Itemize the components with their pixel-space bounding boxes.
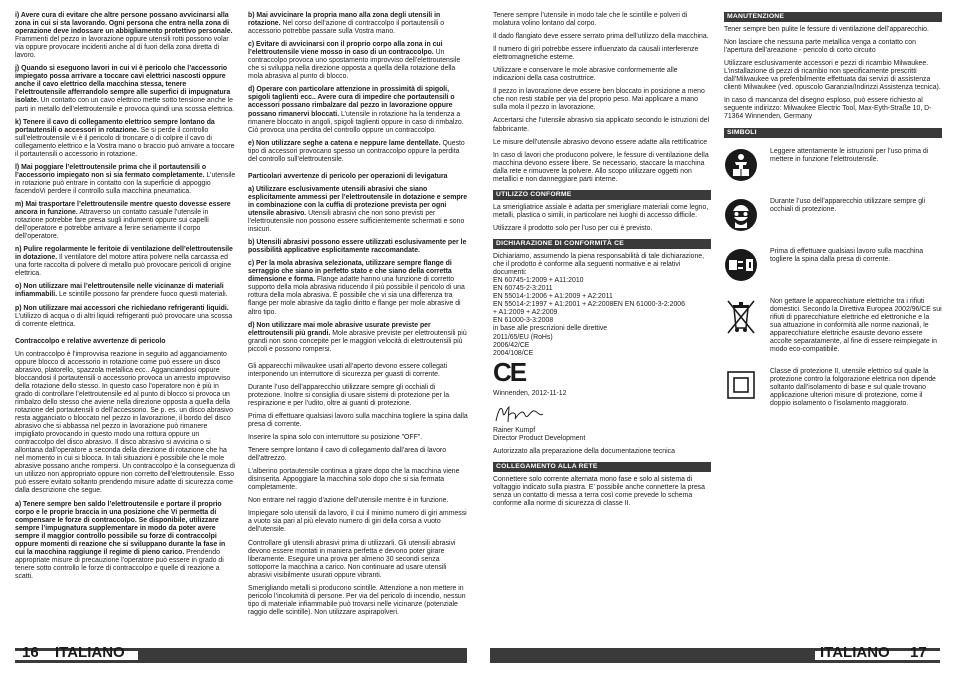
paragraph-body: L’utilizzo di acqua o di altri liquidi refrigeranti può provocare una scossa di corrente elettrica.	[15, 312, 233, 328]
paragraph-body: Prima di effettuare qualsiasi lavoro sulla macchina togliere la spina dalla presa di corrente.	[248, 412, 468, 429]
place-date: Winnenden, 2012-11-12	[493, 389, 567, 397]
paragraph	[248, 322, 468, 354]
paragraph: EN 55014-1:2006 + A1:2009 + A2:2011	[493, 293, 613, 301]
paragraph: Le misure dell’utensile abrasivo devono essere adatte alla rettificatrice	[493, 138, 708, 146]
paragraph-body: Un contraccolpo è l’improvvisa reazione in seguito ad agganciamento oppure blocco di accessorio in rotazione come può essere un disco abrasivo, platorello, spazzola metallica ecc.. Agganciandosi oppure bloccandosi il portautensili o accessorio provoca un arresto improvviso della rotazione dello stesso. In questo caso l’operatore non è più in grado di controllare l’elettroutensile ed al punto di blocco si provoca un rimbalzo dello stesso che aviene nella direzione opposta a quella della rotazione del portautensili o dell’accessorio. Se p. es. un disco abrasivo resta agganciato o bloccato nel pezzo in lavorazione, il bordo del disco abrasivo che si abbassa nel pezzo in lavorazione può rimanere impigliato provocando in questo modo una rottura oppure un contraccolpo del disco abrasivo. Il disco abrasivo si avvicina o si allontana dall’operatore a seconda della direzione di rotazione che ha nel momento in cui si blocca. In tali situazioni è possibile che le mole abrasive possano anche rompersi. Un contraccolpo è la conseguenza di un utilizzo non appropriato oppure non corretto dell’elettroutensile. Esso può essere evitato soltanto prendendo misure adatte di sicurezza come dalla descrizione che segue.	[15, 350, 236, 495]
paragraph	[248, 239, 468, 255]
safety-goggles-icon	[724, 198, 758, 232]
language-label-right: ITALIANO	[820, 644, 890, 661]
paragraph	[15, 501, 237, 581]
paragraph: Accertarsi che l’utensile abrasivo sia applicato secondo le istruzioni del fabbricante.	[493, 117, 710, 133]
paragraph-body: Nel corso dell’azione di contraccolpo il portautensili o accessorio potrebbe passare sulla Vostra mano.	[248, 20, 445, 36]
paragraph	[15, 338, 237, 346]
paragraph-lead: n) Pulire regolarmente le feritoie di ventilazione dell’elettroutensile in dotazione.	[15, 246, 233, 262]
paragraph-body: Mole abrasive previste per elettroutensili più grandi non sono concepite per le maggiori velocità di elettroutensili più piccoli e possono rompersi.	[248, 329, 467, 353]
right-column-1	[493, 12, 711, 513]
symbols-heading: SIMBOLI	[724, 128, 942, 138]
symbol-row	[724, 298, 942, 354]
paragraph: 2004/108/CE	[493, 349, 534, 357]
paragraph	[248, 41, 468, 81]
paragraph: Tenere sempre l’utensile in modo tale che le scintille e polveri di molatura volino lontano dal corpo.	[493, 12, 688, 28]
paragraph-body: Controllare gli utensili abrasivi prima di utilizzarli. Gli utensili abrasivi devono essere montati in maniera perfetta e devono poter girare liberamente. Eseguire una prova per almeno 30 secondi senza sottoporre la macchina a carico. Non continuare ad usare utensili abrasivi visibilmente usurati oppure vibranti.	[248, 539, 456, 579]
paragraph-lead: d) Operare con particolare attenzione in prossimità di spigoli, spigoli taglienti ecc.. Avere cura di impedire che portautensili o accessori possano rimbalzare dal pezzo in lavorazione oppure possano rimanervi bloccati.	[248, 86, 455, 118]
paragraph	[248, 497, 468, 505]
usage-section	[493, 204, 711, 233]
paragraph	[248, 384, 468, 408]
paragraph	[15, 283, 237, 299]
authorized-text: Autorizzato alla preparazione della documentazione tecnica	[493, 447, 675, 455]
paragraph-body: Tenere sempre lontano il cavo di collegamento dall’area di lavoro dell’attrezzo.	[248, 447, 447, 463]
paragraph	[248, 585, 468, 617]
paragraph-lead: b) Mai avvicinare la propria mano alla zona degli utensili in rotazione.	[248, 12, 441, 28]
language-label-left: ITALIANO	[55, 644, 125, 661]
symbol-text: Non gettare le apparecchiature elettriche tra i rifiuti domestici. Secondo la Direttiva Europea 2002/96/CE sui rifiuti di pparecchiature elettriche ed elettroniche e la sua attuazione in conformità alle norme nazionali, le apparecchiature elettriche esauste devono essere accolte separatamente, al fine di essere reimpiegate in modo eco-compatibile.	[770, 297, 942, 353]
paragraph-lead: k) Tenere il cavo di collegamento elettrico sempre lontano da portautensili o accessori in rotazione.	[15, 118, 215, 134]
paragraph: Il pezzo in lavorazione deve essere ben bloccato in posizione a meno che non resti stabile per via del proprio peso. Mai applicare a mano sulla mola il pezzo in lavorazione.	[493, 88, 705, 112]
signer-name: Rainer Kumpf	[493, 426, 536, 434]
paragraph: + A1:2009 + A2:2009	[493, 309, 558, 317]
page-number-right: 17	[910, 644, 927, 661]
paragraph: EN 55014-2:1997 + A1:2001 + A2:2008EN EN 61000-3-2:2006	[493, 301, 685, 309]
paragraph-lead: Contraccolpo e relative avvertenze di pericolo	[15, 337, 166, 345]
paragraph-lead: c) Evitare di avvicinarsi con il proprio corpo alla zona in cui l’elettroutensile viene mosso in caso di un contraccolpo.	[248, 41, 443, 57]
paragraph	[248, 363, 468, 379]
class-ii-icon	[724, 368, 758, 402]
paragraph: Utilizzare esclusivamente accessori e pezzi di ricambio Milwaukee. L’installazione di pezzi di ricambio non specificamente prescritti dall’Milwaukee va preferibilmente effettuata dai servizi di assistenza clienti Milwaukee (ved. opuscolo Garanzia/Indirizzi Assistenza tecnica).	[724, 60, 941, 92]
paragraph	[248, 140, 468, 164]
symbol-text: Prima di effettuare qualsiasi lavoro sulla macchina togliere la spina dalla presa di corrente.	[770, 247, 924, 263]
paragraph	[15, 164, 237, 196]
paragraph-body: L’alberino portautensile continua a girare dopo che la macchina viene disinserita. Appoggiare la macchina solo dopo che si sia fermata completamente.	[248, 468, 460, 492]
weee-bin-icon	[724, 298, 758, 332]
paragraph-body: Un contatto con un cavo elettrico mette sotto tensione anche le parti in metallo dell’elettroutensile e provoca quindi una scossa elettrica.	[15, 97, 235, 113]
paragraph-body: Flange adatte hanno una funzione di corretto supporto della mola abrasiva riducendo il più possibile il pericolo di una rottura della mola abrasiva. È possibile che vi sia una differenza tra flange per mole abrasive da taglio diritto e flange per mole abrasive di altro tipo.	[248, 276, 465, 316]
paragraph: EN 60745-2-3:2011	[493, 285, 553, 293]
symbol-text: Classe di protezione II, utensile elettrico sul quale la protezione contro la folgorazione elettrica non dipende soltanto dall’isolamento di base e sul quale trovano applicazione ulteriori misure di protezione, come il doppio isolamento o l’isolamento maggiorato.	[770, 367, 936, 408]
symbol-text: Durante l’uso dell’apparecchio utilizzare sempre gli occhiali di protezione.	[770, 197, 926, 213]
paragraph	[248, 260, 468, 316]
paragraph	[248, 413, 468, 429]
usage-heading: UTILIZZO CONFORME	[493, 190, 711, 200]
paragraph: 2011/65/EU (RoHs)	[493, 333, 553, 341]
paragraph	[15, 12, 237, 60]
paragraph-body: Il ventilatore del motore attira polvere nella carcassa ed una forte raccolta di polvere di metallo può provocare pericoli di origine elettrica.	[15, 254, 232, 278]
paragraph-body: Non entrare nel raggio d’azione dell’utensile mentre è in funzione.	[248, 497, 449, 505]
paragraph: Il numero di giri potrebbe essere influenzato da causali interferenze elettromagnetiche esterne.	[493, 46, 699, 62]
paragraph: EN 60745-1:2009 + A11:2010	[493, 277, 584, 285]
paragraph	[248, 86, 468, 134]
paragraph	[248, 173, 468, 181]
page-number-left: 16	[22, 644, 39, 661]
connection-text: Connettere solo corrente alternata mono fase e solo al sistema di voltaggio indicato sulla piastra. E’ possibile anche connettere la presa senza un contatto di messa a terra così come prevede lo schema conforme alla norme di sicurezza di classe II.	[493, 475, 705, 508]
paragraph: Tener sempre ben pulite le fessure di ventilazione dell’apparecchio.	[724, 26, 929, 34]
paragraph-lead: Particolari avvertenze di pericolo per operazioni di levigatura	[248, 172, 448, 180]
paragraph-lead: b) Utensili abrasivi possono essere utilizzati esclusivamente per le possibilità applicative esplicitamente raccomandate.	[248, 239, 467, 255]
signature	[493, 403, 711, 425]
paragraph: Utilizzare il prodotto solo per l’uso per cui è previsto.	[493, 224, 653, 232]
paragraph	[248, 434, 468, 442]
ce-declaration-text	[493, 253, 711, 358]
paragraph-lead: m) Mai trasportare l’elettroutensile mentre questo dovesse essere ancora in funzione.	[15, 200, 231, 217]
right-column-2	[724, 12, 942, 422]
paragraph	[15, 201, 237, 241]
paragraph	[15, 351, 237, 496]
paragraph-lead: o) Non utilizzare mai l’elettroutensile nelle vicinanze di materiali infiammabili.	[15, 283, 224, 299]
left-column-1	[15, 12, 237, 586]
paragraph-lead: j) Quando si eseguono lavori in cui vi è pericolo che l’accessorio impiegato possa arrivare a toccare cavi elettrici nascosti oppure anche il cavo elettrico della macchina stessa, tenere l’elettroutensile afferrandolo sempre alle superfici di impugnatura isolate.	[15, 65, 231, 105]
ce-declaration-heading: DICHIARAZIONE DI CONFORMITÀ CE	[493, 239, 711, 249]
paragraph	[248, 186, 468, 234]
ce-mark: CE	[493, 356, 526, 387]
paragraph-body: Attraverso un contatto casuale l’utensile in rotazione potrebbe fare presa sugli indumenti oppure sui capelli dell’operatore e potrebbe arrivare a ferire seriamente il corpo dell’operatore.	[15, 209, 209, 241]
paragraph	[15, 305, 237, 329]
unplug-icon	[724, 248, 758, 282]
paragraph-body: Durante l’uso dell’apparecchio utilizzare sempre gli occhiali di protezione. Inoltre si consiglia di usare sistemi di protezione per la respirazione e per l’udito, oltre ai guanti di protezione.	[248, 383, 450, 407]
paragraph	[248, 447, 468, 463]
paragraph-body: Impiegare solo utensili da lavoro, il cui il minimo numero di giri ammessi a vuoto sia pari al più elevato numero di giri della corsa a vuoto dell’utensile.	[248, 510, 467, 534]
paragraph: Dichiariamo, assumendo la piena responsabilità di tale dichiarazione, che il prodotto è conforme alla seguenti normative e ai relativi documenti:	[493, 253, 705, 277]
paragraph-body: Un contraccolpo provoca uno spostamento improvviso dell’elettroutensile che si sviluppa nella direzione opposta a quella della rotazione della mola abrasiva al punto di blocco.	[248, 49, 461, 81]
paragraph: 2006/42/CE	[493, 341, 530, 349]
paragraph-body: L’utensile in rotazione ha la tendenza a rimanere bloccato in angoli, spigoli taglienti oppure in caso di rimbalzo. Ciò provoca una perdita del controllo oppure un contraccolpo.	[248, 110, 464, 134]
paragraph: La smerigliatrice assiale è adatta per smerigliare materiali come legno, metalli, plastica o simili, in particolare nei luoghi di accesso difficile.	[493, 203, 709, 219]
paragraph: Non lasciare che nessuna parte metallica venga a contatto con l’apertura dell’areazione - pericolo di corto circuito	[724, 39, 916, 55]
maintenance-section	[724, 26, 942, 121]
paragraph: In caso di mancanza del disegno esploso, può essere richiesto al seguente indirizzo: Milwaukee Electric Tool, Max-Eyth-Straße 10, D-71364 Winnenden, Germany	[724, 97, 932, 121]
paragraph-lead: e) Non utilizzare seghe a catena e neppure lame dentellate.	[248, 139, 441, 147]
left-column-2	[248, 12, 468, 622]
paragraph	[15, 65, 237, 113]
paragraph: In caso di lavori che producono polvere, le fessure di ventilazione della macchina devono essere libere. Se necessario, staccare la macchina dalla rete e rimuovere la polvere. Allo scopo utilizzare oggetti non metallici e non danneggiare parti interne.	[493, 151, 709, 183]
paragraph-lead: a) Tenere sempre ben saldo l’elettroutensile e portare il proprio corpo e le proprie braccia in una posizione che Vi permetta di compensare le forze di contraccolpo. Se disponibile, utilizzare sempre l’impugnatura supplementare in modo da poter avere sempre il maggior controllo possibile su forze di contraccolpi oppure momenti di reazione che si sviluppano durante la fase in cui la macchina raggiunge il regime di pieno carico.	[15, 500, 226, 556]
paragraph-body: Gli apparecchi milwaukee usati all’aperto devono essere collegati interponendo un interruttore di sicurezza per guasti di corrente.	[248, 362, 448, 378]
paragraph	[248, 468, 468, 492]
signer-title: Director Product Development	[493, 434, 586, 442]
paragraph-body: Frammenti del pezzo in lavorazione oppure utensili rotti possono volar via oppure provocare incidenti anche al di fuori della zona diretta di lavoro.	[15, 36, 229, 60]
paragraph: EN 61000-3-3:2008	[493, 317, 554, 325]
paragraph	[248, 540, 468, 580]
paragraph: Utilizzare e conservare le mole abrasive conformemente alle indicazioni della casa costruttrice.	[493, 67, 678, 83]
paragraph: Il dado flangiato deve essere serrato prima dell’utilizzo della macchina.	[493, 33, 709, 41]
connection-heading: COLLEGAMENTO ALLA RETE	[493, 462, 711, 472]
general-warnings-continued	[493, 12, 711, 184]
symbol-row	[724, 148, 942, 184]
paragraph-body: Smerigliando metalli si producono scintille. Attenzione a non mettere in pericolo l’incolumità di persone. Per via del pericolo di incendio, nessun tipo di materiale infiammabile può trovarsi nelle vicinanze (potenziale raggio delle scintille). Non utilizzare aspirapolveri.	[248, 584, 466, 616]
paragraph	[248, 510, 468, 534]
symbol-row	[724, 248, 942, 284]
symbol-row	[724, 198, 942, 234]
paragraph-body: Inserire la spina solo con interruttore su posizione "OFF".	[248, 434, 423, 442]
paragraph-lead: c) Per la mola abrasiva selezionata, utilizzare sempre flange di serraggio che siano in perfetto stato e che siano della corretta dimensione e forma.	[248, 260, 452, 284]
paragraph-body: Questo tipo di accessori provocano spesso un contraccolpo oppure la perdita del controllo sull’elettroutensile.	[248, 139, 465, 163]
paragraph-lead: p) Non utilizzare mai accessori che richiedano refrigeranti liquidi.	[15, 304, 229, 312]
maintenance-heading: MANUTENZIONE	[724, 12, 942, 22]
symbol-text: Leggere attentamente le istruzioni per l’uso prima di mettere in funzione l’elettroutensile.	[770, 147, 929, 163]
paragraph	[15, 119, 237, 159]
paragraph-body: L’utensile in rotazione può entrare in contatto con la superficie di appoggio facendoVi perdere il controllo sulla macchina pneumatica.	[15, 171, 236, 195]
paragraph-lead: a) Utilizzare esclusivamente utensili abrasivi che siano esplicitamente ammessi per l’elettroutensile in dotazione e sempre in combinazione con la cuffia di protezione prevista per ogni utensile abrasivo.	[248, 185, 468, 217]
read-manual-icon	[724, 148, 758, 182]
paragraph-body: Utensili abrasivi che non sono previsti per l’elettroutensile non possono essere sufficientemente schermati e sono insicuri.	[248, 209, 465, 234]
paragraph-body: Prendendo appropriate misure di precauzione l’operatore può essere in grado di tenere sotto controllo le forze di contraccolpo e quelle di reazione a scatti.	[15, 548, 224, 580]
paragraph: in base alle prescrizioni delle direttive	[493, 325, 608, 333]
paragraph	[248, 12, 468, 36]
paragraph-lead: d) Non utilizzare mai mole abrasive usurate previste per elettroutensili più grandi.	[248, 321, 431, 337]
paragraph-body: Se si perde il controllo sull’elettroutensile vi è il pericolo di troncare o di colpire il cavo di collegamento elettrico e la Vostra mano o braccio può arrivare a toccare il portautensili o accessorio in rotazione.	[15, 126, 235, 158]
paragraph	[15, 246, 237, 278]
paragraph-lead: i) Avere cura di evitare che altre persone possano avvicinarsi alla zona in cui si sta lavorando. Ogni persona che entra nella zona di operazione deve indossare un abbigliamento protettivo personale.	[15, 12, 233, 36]
paragraph-body: Le scintille possono far prendere fuoco questi materiali.	[57, 291, 228, 299]
symbol-row	[724, 368, 942, 408]
paragraph-lead: l) Mai poggiare l’elettroutensile prima che il portautensili o l’accessorio impiegato non si sia fermato completamente.	[15, 163, 207, 179]
